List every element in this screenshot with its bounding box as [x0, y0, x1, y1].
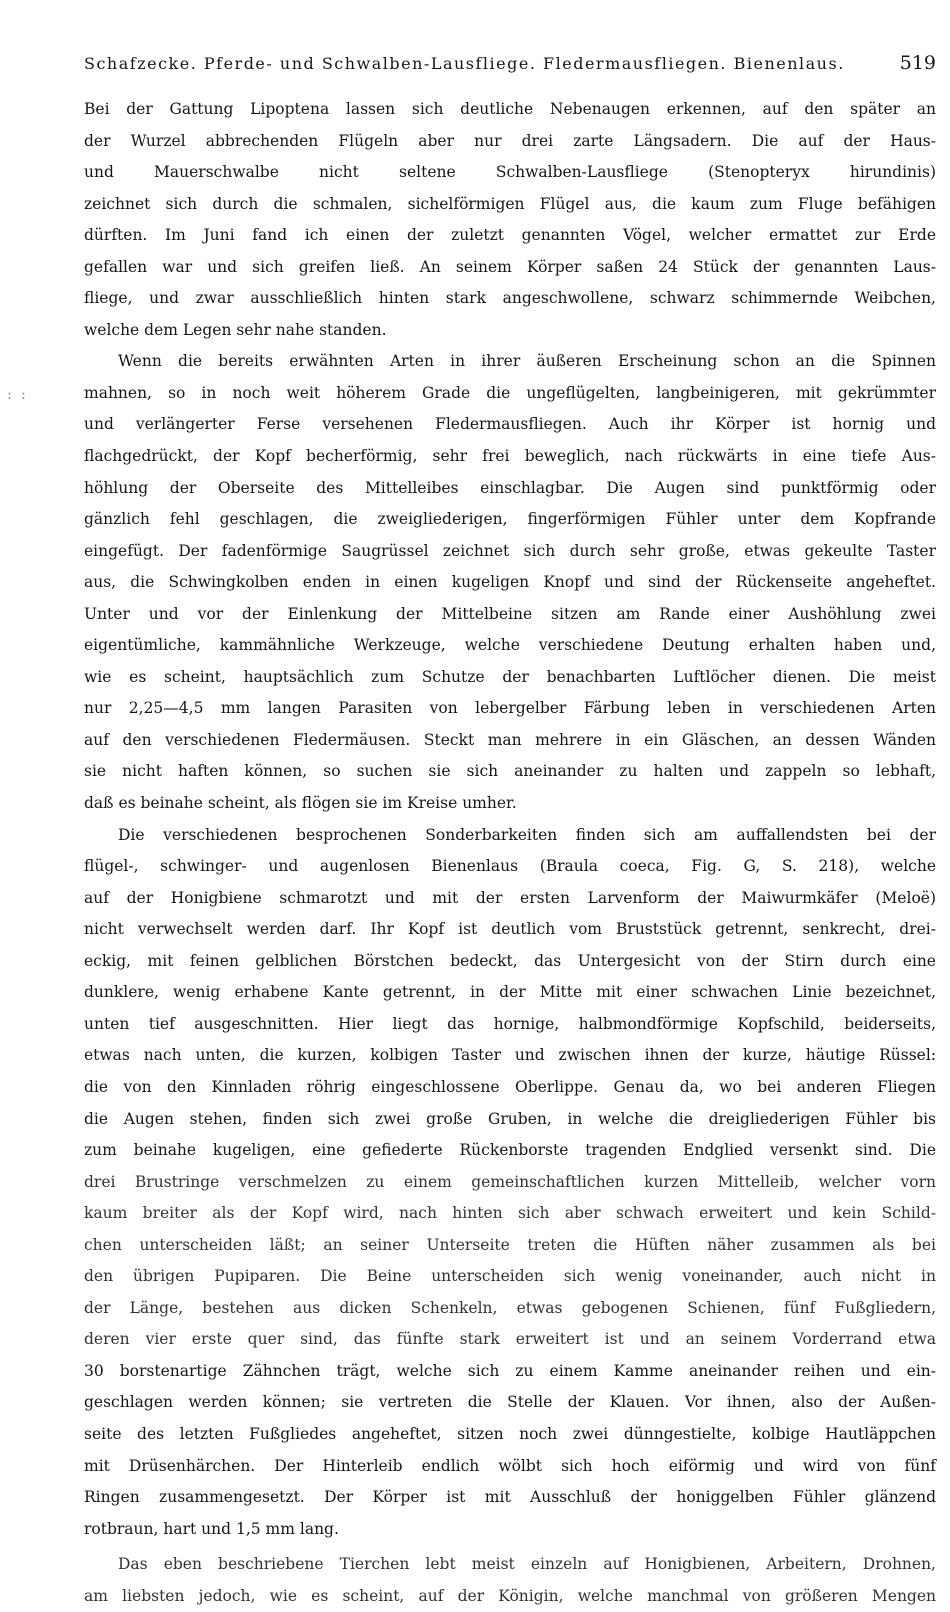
text-line: rotbraun, hart und 1,5 mm lang.	[84, 1519, 339, 1538]
text-line: gefallen war und sich greifen ließ. An seinem Körper saßen 24 Stück der genannten Laus-	[84, 257, 936, 276]
text-line: daß es beinahe scheint, als flögen sie im Kreise umher.	[84, 794, 517, 813]
text-line: zum beinahe kugeligen, eine gefiederte Rückenborste tragenden Endglied versenkt sind. Die	[84, 1141, 936, 1160]
text-line: Wenn die bereits erwähnten Arten in ihrer äußeren Erscheinung schon an die Spinnen	[118, 352, 936, 371]
text-line: eckig, mit feinen gelblichen Börstchen bedeckt, das Untergesicht von der Stirn durch eine	[84, 951, 936, 970]
text-line: kaum breiter als der Kopf wird, nach hinten sich aber schwach erweitert und kein Schild-	[84, 1204, 936, 1223]
text-line: mahnen, so in noch weit höherem Grade die ungeflügelten, langbeinigeren, mit gekrümmter	[84, 383, 936, 402]
text-line: geschlagen werden können; sie vertreten die Stelle der Klauen. Vor ihnen, also der Außen-	[84, 1393, 936, 1412]
text-line: mit Drüsenhärchen. Der Hinterleib endlich wölbt sich hoch eiförmig und wird von fünf	[84, 1456, 936, 1475]
text-line: flügel-, schwinger- und augenlosen Bienenlaus (Braula coeca, Fig. G, S. 218), welche	[84, 857, 936, 876]
running-title: Schafzecke. Pferde- und Schwalben-Lausfliege. Fledermausfliegen. Bienenlaus.	[84, 54, 845, 73]
text-line: welche dem Legen sehr nahe standen.	[84, 320, 387, 339]
text-line: deren vier erste quer sind, das fünfte stark erweitert ist und an seinem Vorderrand etwa	[84, 1330, 936, 1349]
text-line: und Mauerschwalbe nicht seltene Schwalben-Lausfliege (Stenopteryx hirundinis)	[84, 163, 936, 182]
text-line: Die verschiedenen besprochenen Sonderbarkeiten finden sich am auffallendsten bei der	[118, 825, 936, 844]
text-line: seite des letzten Fußgliedes angeheftet, sitzen noch zwei dünngestielte, kolbige Hautläppchen	[84, 1424, 936, 1443]
text-line: flachgedrückt, der Kopf becherförmig, sehr frei beweglich, nach rückwärts in eine tiefe Aus-	[84, 447, 936, 466]
body-text	[84, 94, 936, 1612]
running-header	[84, 52, 936, 88]
text-line: auf den verschiedenen Fledermäusen. Steckt man mehrere in ein Gläschen, an dessen Wänden	[84, 730, 936, 749]
text-line: der Länge, bestehen aus dicken Schenkeln, etwas gebogenen Schienen, fünf Fußgliedern,	[84, 1298, 936, 1317]
text-line: auf der Honigbiene schmarotzt und mit der ersten Larvenform der Maiwurmkäfer (Meloë)	[84, 888, 936, 907]
text-line: Das eben beschriebene Tierchen lebt meist einzeln auf Honigbienen, Arbeitern, Drohnen,	[118, 1555, 936, 1574]
text-line: drei Brustringe verschmelzen zu einem gemeinschaftlichen kurzen Mittelleib, welcher vorn	[84, 1172, 936, 1191]
text-line: dürften. Im Juni fand ich einen der zuletzt genannten Vögel, welcher ermattet zur Erde	[84, 226, 936, 245]
text-line: aus, die Schwingkolben enden in einen kugeligen Knopf und sind der Rückenseite angeheftet.	[84, 573, 936, 592]
text-line: 30 borstenartige Zähnchen trägt, welche sich zu einem Kamme aneinander reihen und ein-	[84, 1361, 936, 1380]
text-line: die Augen stehen, finden sich zwei große Gruben, in welche die dreigliederigen Fühler bis	[84, 1109, 936, 1128]
text-line: zeichnet sich durch die schmalen, sichelförmigen Flügel aus, die kaum zum Fluge befähigen	[84, 194, 936, 213]
text-line: unten tief ausgeschnitten. Hier liegt das hornige, halbmondförmige Kopfschild, beiderseits,	[84, 1014, 936, 1033]
text-line: Bei der Gattung Lipoptena lassen sich deutliche Nebenaugen erkennen, auf den später an	[84, 100, 936, 118]
text-line: am liebsten jedoch, wie es scheint, auf der Königin, welche manchmal von größeren Mengen	[84, 1586, 936, 1605]
text-line: Ringen zusammengesetzt. Der Körper ist mit Ausschluß der honiggelben Fühler glänzend	[84, 1488, 936, 1507]
text-line: die von den Kinnladen röhrig eingeschlossene Oberlippe. Genau da, wo bei anderen Fliegen	[84, 1077, 936, 1096]
text-line: höhlung der Oberseite des Mittelleibes einschlagbar. Die Augen sind punktförmig oder	[84, 478, 936, 497]
text-line: Unter und vor der Einlenkung der Mittelbeine sitzen am Rande einer Aushöhlung zwei	[84, 604, 936, 623]
text-line: chen unterscheiden läßt; an seiner Unterseite treten die Hüften näher zusammen als bei	[84, 1235, 936, 1254]
text-line: gänzlich fehl geschlagen, die zweigliederigen, fingerförmigen Fühler unter dem Kopfrande	[84, 510, 936, 529]
text-line: fliege, und zwar ausschließlich hinten stark angeschwollene, schwarz schimmernde Weibchen,	[84, 289, 936, 308]
text-line: nur 2,25—4,5 mm langen Parasiten von lebergelber Färbung leben in verschiedenen Arten	[84, 699, 936, 718]
margin-mark: : :	[7, 385, 28, 403]
text-line: und verlängerter Ferse versehenen Fledermausfliegen. Auch ihr Körper ist hornig und	[84, 415, 936, 434]
text-line: sie nicht haften können, so suchen sie sich aneinander zu halten und zappeln so lebhaft,	[84, 762, 936, 781]
text-line: wie es scheint, hauptsächlich zum Schutze der benachbarten Luftlöcher dienen. Die meist	[84, 667, 936, 686]
text-line: nicht verwechselt werden darf. Ihr Kopf ist deutlich vom Bruststück getrennt, senkrecht, drei-	[84, 920, 936, 939]
text-line: den übrigen Pupiparen. Die Beine unterscheiden sich wenig voneinander, auch nicht in	[84, 1267, 936, 1286]
text-line: dunklere, wenig erhabene Kante getrennt, in der Mitte mit einer schwachen Linie bezeichnet,	[84, 983, 936, 1002]
text-line: etwas nach unten, die kurzen, kolbigen Taster und zwischen ihnen der kurze, häutige Rüssel:	[84, 1046, 936, 1065]
text-line: eigentümliche, kammähnliche Werkzeuge, welche verschiedene Deutung erhalten haben und,	[84, 636, 936, 655]
text-line: eingefügt. Der fadenförmige Saugrüssel zeichnet sich durch sehr große, etwas gekeulte Taster	[84, 541, 936, 560]
page-number: 519	[899, 52, 936, 74]
text-line: der Wurzel abbrechenden Flügeln aber nur drei zarte Längsadern. Die auf der Haus-	[84, 131, 936, 150]
